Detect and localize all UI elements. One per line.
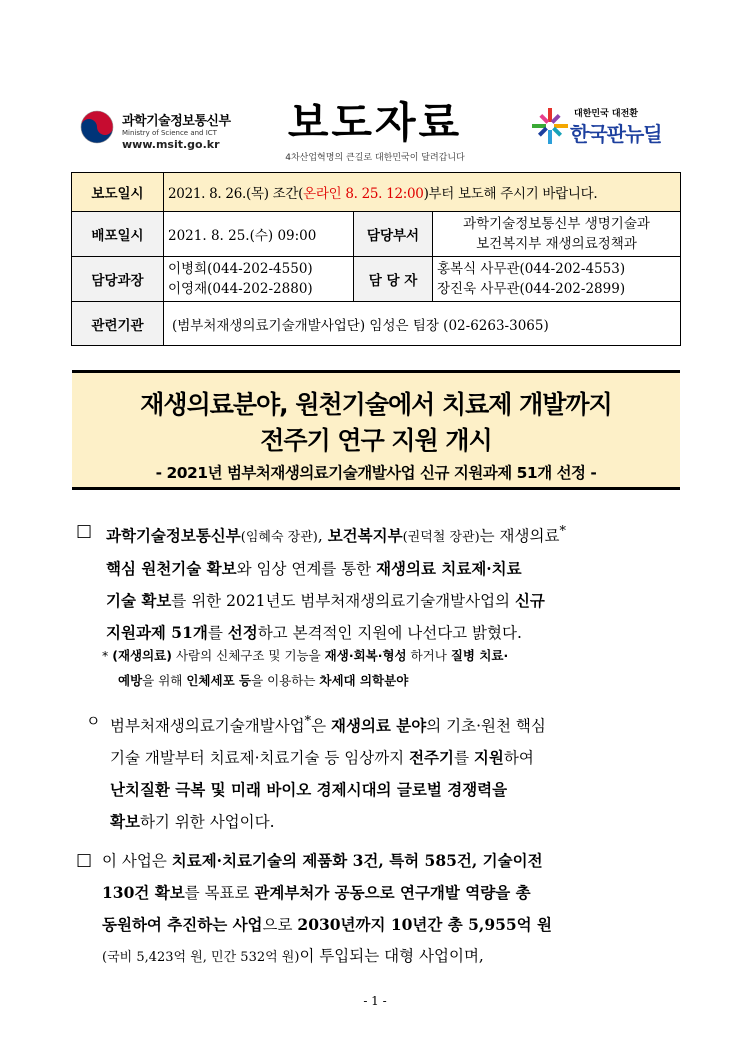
headline-line-1: 재생의료분야, 원천기술에서 치료제 개발까지 (140, 390, 612, 419)
footnote: * (재생의료) 사람의 신체구조 및 기능을 재생·회복·형성 하거나 질병 치료· 예방을 위해 인체세포 등을 이용하는 차세대 의학분야 (102, 648, 509, 688)
distribution-row (72, 212, 681, 257)
paragraph-1: 과학기술정보통신부(임혜숙 장관), 보건복지부(권덕철 장관)는 재생의료* 핵심 원천기술 확보와 임상 연계를 통한 재생의료 치료제·치료 기술 확보를 위한 2021년도 범부처재생의료기술개발사업의 신규 지원과제 51개를 선정하고 본격적인 지원에 나선다고 밝혔다. (106, 524, 566, 643)
paragraph-2: 범부처재생의료기술개발사업*은 재생의료 분야의 기초·원천 핵심 기술 개발부터 치료제·치료기술 등 임상까지 전주기를 지원하여 난치질환 극복 및 미래 바이오 경제시대의 글로벌 경쟁력을 확보하기 위한 사업이다. (110, 714, 546, 832)
circle-bullet: ㅇ (86, 712, 101, 730)
agency-value: (범부처재생의료기술개발사업단) 임성은 팀장 (02-6263-3065) (164, 302, 681, 346)
ministry-name: 과학기술정보통신부 (122, 114, 231, 129)
agency-row (72, 302, 681, 346)
korean-new-deal-logo (530, 102, 680, 156)
new-deal-burst-icon (530, 106, 570, 146)
document-type-title: 보도자료 (287, 98, 463, 147)
director-value: 이병희(044-202-4550) 이영재(044-202-2880) (164, 257, 354, 302)
officer-label: 담 당 자 (354, 257, 433, 302)
department-label: 담당부서 (354, 212, 433, 257)
embargo-label: 보도일시 (72, 173, 164, 212)
ministry-website: www.msit.go.kr (122, 138, 220, 151)
press-info-table (71, 172, 681, 346)
embargo-row (72, 173, 681, 212)
new-deal-title: 한국판뉴딜 (570, 122, 662, 146)
ministry-name-en: Ministry of Science and ICT (122, 129, 217, 137)
embargo-value: 2021. 8. 26.(목) 조간(온라인 8. 25. 12:00)부터 보도해 주시기 바랍니다. (164, 173, 681, 212)
officer-value: 홍복식 사무관(044-202-4553) 장진욱 사무관(044-202-2899) (433, 257, 681, 302)
slogan: 4차산업혁명의 큰길로 대한민국이 달려갑니다 (285, 153, 465, 163)
page-number: - 1 - (363, 994, 387, 1008)
agency-label: 관련기관 (72, 302, 164, 346)
new-deal-subtitle: 대한민국 대전환 (574, 109, 638, 119)
distribution-value: 2021. 8. 25.(수) 09:00 (164, 212, 354, 257)
square-bullet-2: □ (76, 850, 93, 870)
contact-row (72, 257, 681, 302)
headline-subtitle: - 2021년 범부처재생의료기술개발사업 신규 지원과제 51개 선정 - (155, 464, 597, 482)
department-value: 과학기술정보통신부 생명기술과 보건복지부 재생의료정책과 (433, 212, 681, 257)
paragraph-3: 이 사업은 치료제·치료기술의 제품화 3건, 특허 585건, 기술이전 130건 확보를 목표로 관계부처가 공동으로 연구개발 역량을 총 동원하여 추진하는 사업으로 2030년까지 10년간 총 5,955억 원 (국비 5,423억 원, 민간 532억 원)이 투입되는 대형 사업이며, (102, 851, 553, 965)
distribution-label: 배포일시 (72, 212, 164, 257)
headline-box (72, 370, 680, 490)
square-bullet: □ (76, 521, 93, 541)
headline-line-2: 전주기 연구 지원 개시 (260, 426, 492, 455)
embargo-online-time: 온라인 8. 25. 12:00 (303, 186, 424, 202)
director-label: 담당과장 (72, 257, 164, 302)
